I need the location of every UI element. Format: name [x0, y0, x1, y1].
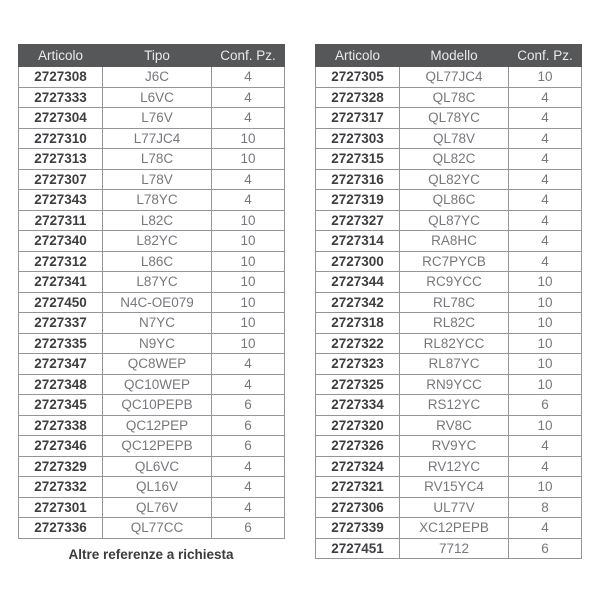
qty-cell: 10: [212, 251, 285, 272]
model-cell: L82C: [103, 210, 212, 231]
table-header-row: [19, 45, 285, 67]
model-cell: N9YC: [103, 333, 212, 354]
qty-cell: 10: [509, 313, 582, 334]
model-cell: RL82C: [400, 313, 509, 334]
model-cell: L78YC: [103, 190, 212, 211]
table-row: [19, 415, 285, 436]
qty-cell: 10: [212, 210, 285, 231]
qty-cell: 4: [212, 87, 285, 108]
articolo-cell: 2727300: [316, 251, 400, 272]
qty-cell: 4: [212, 190, 285, 211]
articolo-cell: 2727329: [19, 456, 103, 477]
column-header: Conf. Pz.: [509, 45, 582, 67]
qty-cell: 10: [509, 333, 582, 354]
model-cell: RN9YCC: [400, 374, 509, 395]
model-cell: RC7PYCB: [400, 251, 509, 272]
articolo-cell: 2727335: [19, 333, 103, 354]
articolo-cell: 2727450: [19, 292, 103, 313]
table-row: [316, 436, 582, 457]
model-cell: RL87YC: [400, 354, 509, 375]
table-row: [19, 497, 285, 518]
table-row: [19, 374, 285, 395]
table-row: [316, 395, 582, 416]
articolo-cell: 2727327: [316, 210, 400, 231]
table-row: [316, 374, 582, 395]
articolo-cell: 2727324: [316, 456, 400, 477]
table-row: [316, 313, 582, 334]
articolo-cell: 2727306: [316, 497, 400, 518]
qty-cell: 10: [509, 292, 582, 313]
qty-cell: 10: [212, 231, 285, 252]
right-column: [315, 44, 581, 559]
articolo-cell: 2727316: [316, 169, 400, 190]
qty-cell: 4: [212, 169, 285, 190]
qty-cell: 6: [212, 436, 285, 457]
model-cell: QL86C: [400, 190, 509, 211]
articolo-cell: 2727345: [19, 395, 103, 416]
articolo-cell: 2727315: [316, 149, 400, 170]
articolo-cell: 2727307: [19, 169, 103, 190]
qty-cell: 10: [509, 67, 582, 88]
qty-cell: 4: [212, 374, 285, 395]
model-cell: RL82YCC: [400, 333, 509, 354]
qty-cell: 10: [212, 128, 285, 149]
qty-cell: 4: [509, 251, 582, 272]
qty-cell: 10: [509, 374, 582, 395]
qty-cell: 4: [509, 456, 582, 477]
table-row: [316, 477, 582, 498]
table-row: [19, 272, 285, 293]
table-row: [316, 456, 582, 477]
table-row: [316, 415, 582, 436]
qty-cell: 4: [212, 497, 285, 518]
model-cell: QL76V: [103, 497, 212, 518]
qty-cell: 4: [212, 354, 285, 375]
qty-cell: 10: [509, 354, 582, 375]
articolo-cell: 2727348: [19, 374, 103, 395]
articolo-cell: 2727312: [19, 251, 103, 272]
qty-cell: 4: [509, 436, 582, 457]
model-cell: QL77CC: [103, 518, 212, 539]
table-row: [316, 251, 582, 272]
table-row: [316, 497, 582, 518]
qty-cell: 4: [509, 231, 582, 252]
articolo-cell: 2727304: [19, 108, 103, 129]
model-cell: QL78V: [400, 128, 509, 149]
qty-cell: 10: [509, 272, 582, 293]
table-row: [19, 169, 285, 190]
articolo-cell: 2727311: [19, 210, 103, 231]
articolo-cell: 2727334: [316, 395, 400, 416]
model-cell: L6VC: [103, 87, 212, 108]
table-row: [316, 210, 582, 231]
table-row: [316, 292, 582, 313]
articolo-cell: 2727319: [316, 190, 400, 211]
table-header-row: [316, 45, 582, 67]
model-cell: QL82YC: [400, 169, 509, 190]
table-row: [19, 354, 285, 375]
table-row: [316, 231, 582, 252]
qty-cell: 6: [212, 518, 285, 539]
table-row: [19, 87, 285, 108]
articolo-cell: 2727303: [316, 128, 400, 149]
qty-cell: 4: [212, 456, 285, 477]
articolo-cell: 2727320: [316, 415, 400, 436]
articolo-cell: 2727325: [316, 374, 400, 395]
table-row: [316, 538, 582, 559]
qty-cell: 4: [509, 518, 582, 539]
articolo-cell: 2727321: [316, 477, 400, 498]
articolo-cell: 2727346: [19, 436, 103, 457]
table-row: [19, 333, 285, 354]
qty-cell: 10: [212, 333, 285, 354]
model-cell: RL78C: [400, 292, 509, 313]
articolo-cell: 2727339: [316, 518, 400, 539]
model-cell: XC12PEPB: [400, 518, 509, 539]
model-cell: UL77V: [400, 497, 509, 518]
table-row: [19, 67, 285, 88]
model-cell: QC12PEP: [103, 415, 212, 436]
qty-cell: 4: [509, 87, 582, 108]
table-row: [19, 436, 285, 457]
model-cell: 7712: [400, 538, 509, 559]
left-column: [18, 44, 284, 562]
table-row: [316, 518, 582, 539]
model-cell: RC9YCC: [400, 272, 509, 293]
table-row: [19, 128, 285, 149]
articolo-cell: 2727347: [19, 354, 103, 375]
table-row: [316, 272, 582, 293]
articolo-cell: 2727336: [19, 518, 103, 539]
articolo-cell: 2727338: [19, 415, 103, 436]
qty-cell: 10: [212, 292, 285, 313]
qty-cell: 4: [509, 128, 582, 149]
table-row: [316, 169, 582, 190]
model-cell: L77JC4: [103, 128, 212, 149]
table-row: [19, 313, 285, 334]
model-cell: QL16V: [103, 477, 212, 498]
model-cell: QL78YC: [400, 108, 509, 129]
footer-note: Altre referenze a richiesta: [68, 546, 234, 562]
qty-cell: 6: [509, 538, 582, 559]
table-row: [19, 477, 285, 498]
model-cell: RV8C: [400, 415, 509, 436]
articolo-cell: 2727326: [316, 436, 400, 457]
model-cell: RA8HC: [400, 231, 509, 252]
table-row: [19, 518, 285, 539]
articolo-cell: 2727328: [316, 87, 400, 108]
qty-cell: 4: [509, 149, 582, 170]
table-row: [316, 149, 582, 170]
articolo-cell: 2727340: [19, 231, 103, 252]
model-cell: RV12YC: [400, 456, 509, 477]
model-cell: QC12PEPB: [103, 436, 212, 457]
articolo-cell: 2727322: [316, 333, 400, 354]
model-cell: N4C-OE079: [103, 292, 212, 313]
table-row: [316, 190, 582, 211]
model-cell: QL78C: [400, 87, 509, 108]
articolo-cell: 2727337: [19, 313, 103, 334]
qty-cell: 6: [212, 415, 285, 436]
table-row: [316, 128, 582, 149]
tipo-reference-table: [18, 44, 285, 539]
qty-cell: 4: [212, 108, 285, 129]
articolo-cell: 2727301: [19, 497, 103, 518]
model-cell: QL6VC: [103, 456, 212, 477]
table-row: [316, 67, 582, 88]
articolo-cell: 2727332: [19, 477, 103, 498]
articolo-cell: 2727344: [316, 272, 400, 293]
table-row: [316, 108, 582, 129]
table-row: [19, 149, 285, 170]
qty-cell: 10: [212, 272, 285, 293]
qty-cell: 10: [212, 149, 285, 170]
table-row: [316, 333, 582, 354]
articolo-cell: 2727313: [19, 149, 103, 170]
column-header: Tipo: [103, 45, 212, 67]
model-cell: QC10WEP: [103, 374, 212, 395]
table-row: [316, 354, 582, 375]
tables-container: [18, 44, 581, 562]
articolo-cell: 2727317: [316, 108, 400, 129]
qty-cell: 4: [509, 190, 582, 211]
table-row: [19, 190, 285, 211]
table-row: [19, 108, 285, 129]
qty-cell: 10: [509, 477, 582, 498]
model-cell: L82YC: [103, 231, 212, 252]
table-row: [19, 210, 285, 231]
qty-cell: 4: [212, 477, 285, 498]
articolo-cell: 2727333: [19, 87, 103, 108]
articolo-cell: 2727310: [19, 128, 103, 149]
articolo-cell: 2727341: [19, 272, 103, 293]
model-cell: L86C: [103, 251, 212, 272]
model-cell: QC10PEPB: [103, 395, 212, 416]
articolo-cell: 2727314: [316, 231, 400, 252]
qty-cell: 4: [509, 210, 582, 231]
model-cell: RV15YC4: [400, 477, 509, 498]
model-cell: QC8WEP: [103, 354, 212, 375]
model-cell: L76V: [103, 108, 212, 129]
model-cell: QL77JC4: [400, 67, 509, 88]
table-row: [19, 251, 285, 272]
table-row: [19, 456, 285, 477]
qty-cell: 8: [509, 497, 582, 518]
qty-cell: 6: [212, 395, 285, 416]
model-cell: J6C: [103, 67, 212, 88]
model-cell: L78C: [103, 149, 212, 170]
articolo-cell: 2727323: [316, 354, 400, 375]
table-row: [316, 87, 582, 108]
qty-cell: 10: [509, 415, 582, 436]
column-header: Modello: [400, 45, 509, 67]
column-header: Conf. Pz.: [212, 45, 285, 67]
table-row: [19, 395, 285, 416]
articolo-cell: 2727343: [19, 190, 103, 211]
modello-reference-table: [315, 44, 582, 559]
articolo-cell: 2727451: [316, 538, 400, 559]
table-row: [19, 231, 285, 252]
qty-cell: 4: [509, 169, 582, 190]
table-row: [19, 292, 285, 313]
articolo-cell: 2727308: [19, 67, 103, 88]
articolo-cell: 2727342: [316, 292, 400, 313]
model-cell: N7YC: [103, 313, 212, 334]
articolo-cell: 2727318: [316, 313, 400, 334]
qty-cell: 6: [509, 395, 582, 416]
model-cell: L78V: [103, 169, 212, 190]
model-cell: QL87YC: [400, 210, 509, 231]
column-header: Articolo: [19, 45, 103, 67]
column-header: Articolo: [316, 45, 400, 67]
qty-cell: 4: [509, 108, 582, 129]
model-cell: RS12YC: [400, 395, 509, 416]
qty-cell: 10: [212, 313, 285, 334]
model-cell: L87YC: [103, 272, 212, 293]
qty-cell: 4: [212, 67, 285, 88]
model-cell: RV9YC: [400, 436, 509, 457]
model-cell: QL82C: [400, 149, 509, 170]
articolo-cell: 2727305: [316, 67, 400, 88]
